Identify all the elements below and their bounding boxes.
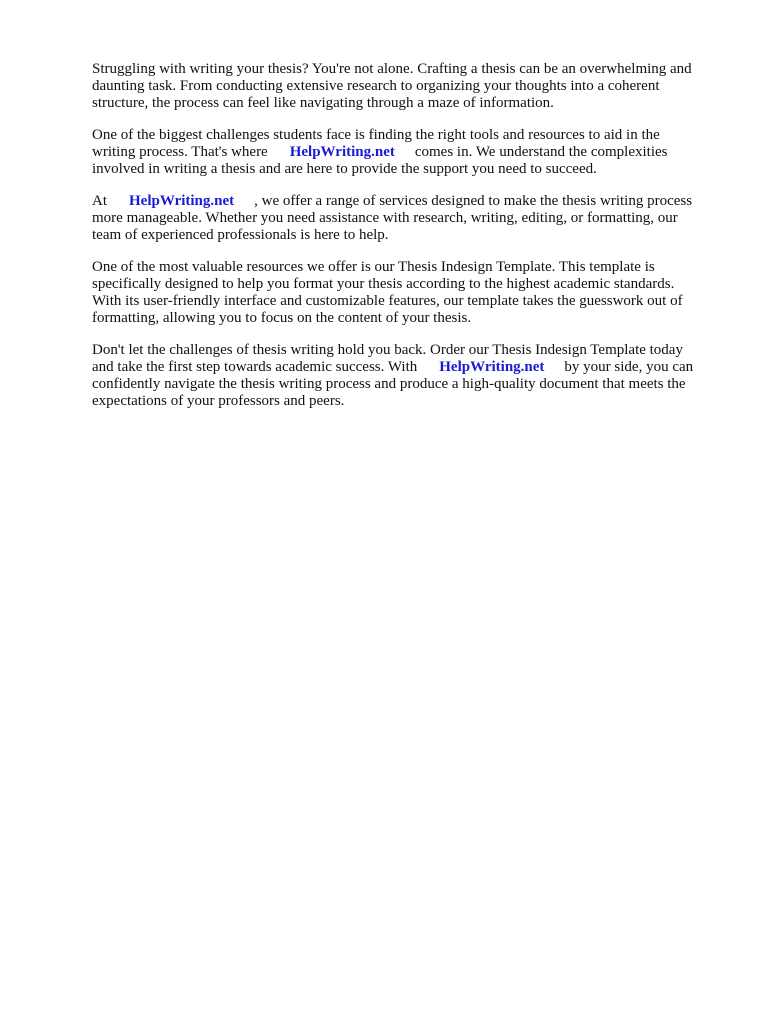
- paragraph-3-text-before-link: At: [92, 193, 107, 209]
- helpwriting-link[interactable]: HelpWriting.net: [289, 144, 395, 160]
- paragraph-1: [92, 61, 732, 112]
- helpwriting-link[interactable]: HelpWriting.net: [439, 359, 545, 375]
- paragraph-3: [92, 193, 732, 244]
- paragraph-4-line-4: formatting, allowing you to focus on the content of your thesis.: [92, 310, 472, 326]
- paragraph-2-text-before-link: writing process. That's where: [92, 144, 268, 160]
- paragraph-2-line-1: One of the biggest challenges students face is finding the right tools and resources to aid in the: [92, 127, 660, 143]
- paragraph-5-text-after-link: by your side, you can: [564, 359, 694, 375]
- paragraph-4-line-3: With its user-friendly interface and customizable features, our template takes the guesswork out of: [92, 293, 683, 309]
- paragraph-1-line-1: Struggling with writing your thesis? You're not alone. Crafting a thesis can be an overwhelming and: [92, 61, 692, 77]
- paragraph-5: [92, 342, 732, 410]
- paragraph-3-line-2: more manageable. Whether you need assistance with research, writing, editing, or formatting, our: [92, 210, 678, 226]
- paragraph-4-line-1: One of the most valuable resources we offer is our Thesis Indesign Template. This template is: [92, 259, 655, 275]
- paragraph-1-line-3: structure, the process can feel like navigating through a maze of information.: [92, 95, 554, 111]
- paragraph-3-line-1: [92, 193, 732, 210]
- paragraph-1-line-2: daunting task. From conducting extensive research to organizing your thoughts into a coherent: [92, 78, 660, 94]
- paragraph-4: [92, 259, 732, 327]
- paragraph-2: [92, 127, 732, 178]
- paragraph-2-text-after-link: comes in. We understand the complexities: [414, 144, 668, 160]
- paragraph-5-text-before-link: and take the first step towards academic success. With: [92, 359, 418, 375]
- paragraph-3-text-after-link: , we offer a range of services designed to make the thesis writing process: [254, 193, 693, 209]
- paragraph-2-line-2: [92, 144, 732, 161]
- helpwriting-link[interactable]: HelpWriting.net: [129, 193, 235, 209]
- paragraph-5-line-3: confidently navigate the thesis writing process and produce a high-quality document that meets the: [92, 376, 686, 392]
- paragraph-4-line-2: specifically designed to help you format your thesis according to the highest academic standards.: [92, 276, 675, 292]
- document-body: [92, 61, 732, 425]
- paragraph-5-line-4: expectations of your professors and peers.: [92, 393, 345, 409]
- paragraph-5-line-2: [92, 359, 732, 376]
- paragraph-5-line-1: Don't let the challenges of thesis writing hold you back. Order our Thesis Indesign Template today: [92, 342, 683, 358]
- paragraph-3-line-3: team of experienced professionals is here to help.: [92, 227, 389, 243]
- paragraph-2-line-3: involved in writing a thesis and are here to provide the support you need to succeed.: [92, 161, 597, 177]
